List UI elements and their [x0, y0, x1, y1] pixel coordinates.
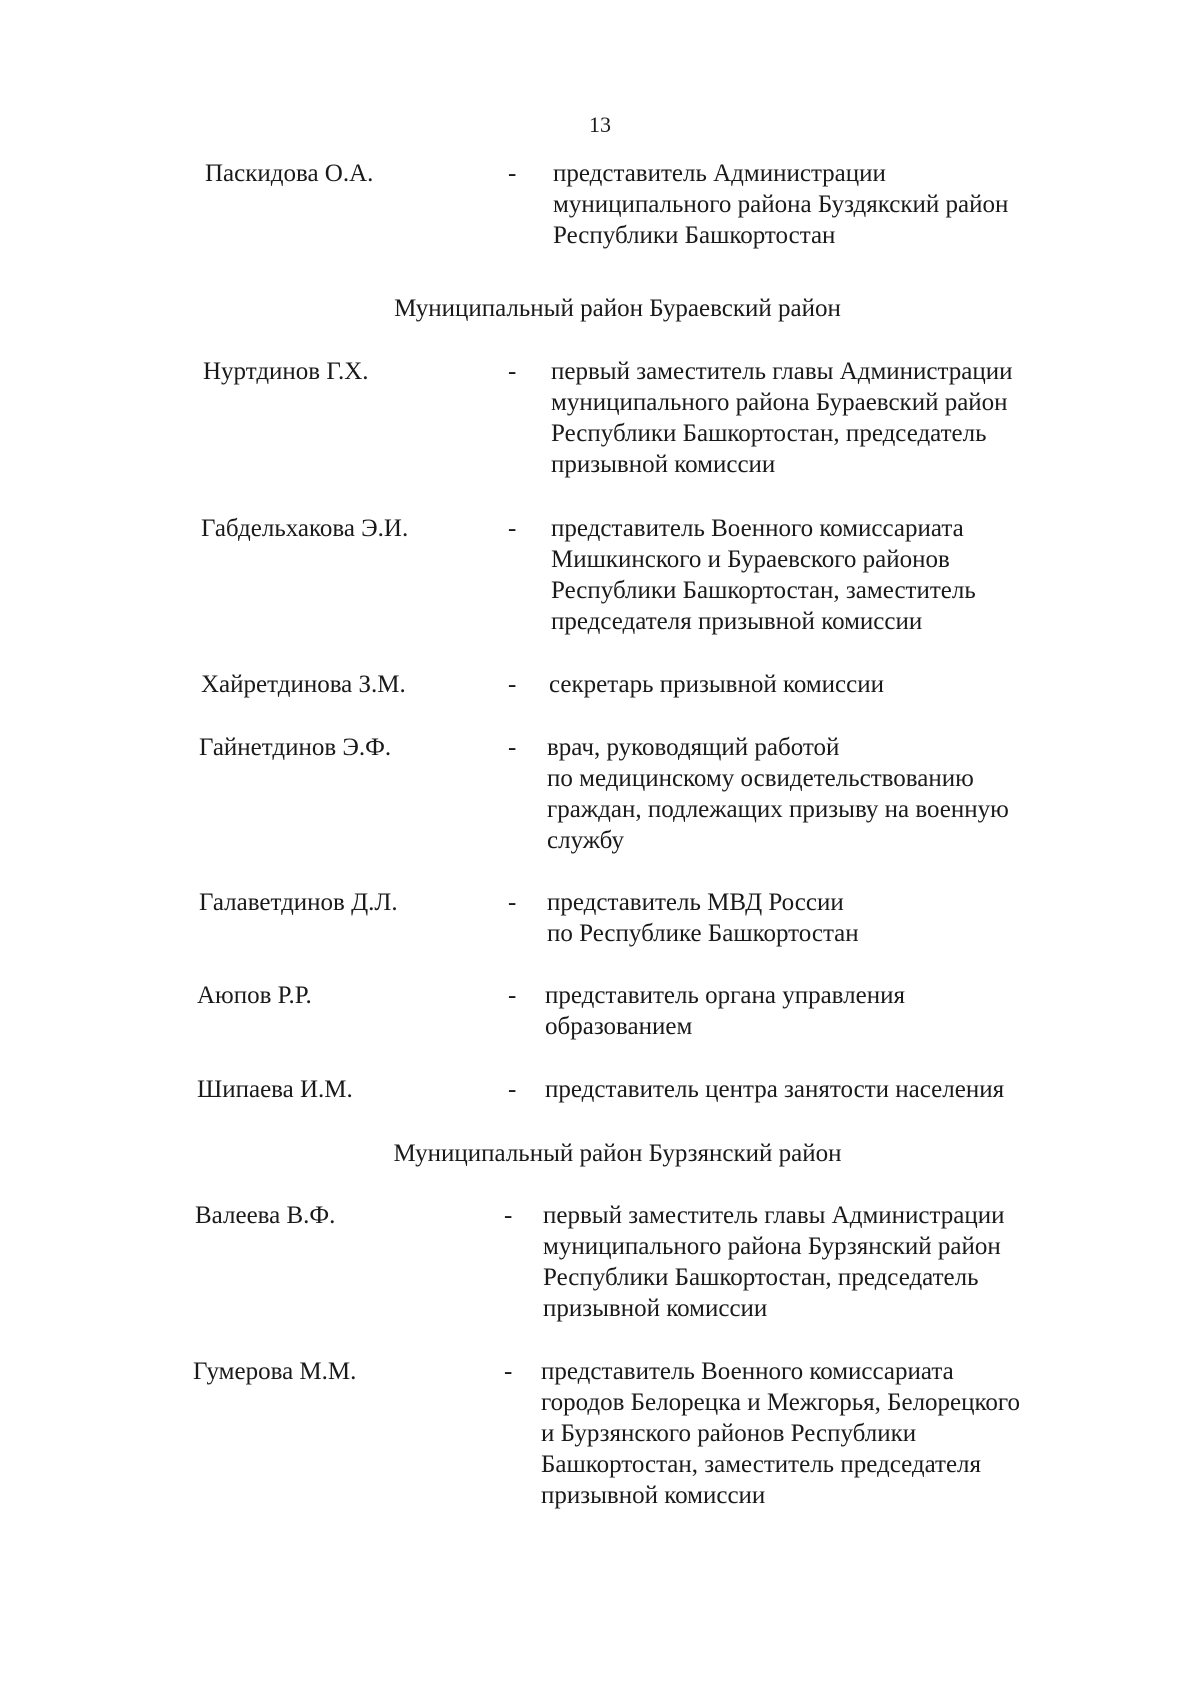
separator-dash: - [508, 982, 517, 1009]
role-line: Республики Башкортостан [553, 222, 836, 249]
role-line: представитель органа управления [545, 982, 905, 1009]
role-line: председателя призывной комиссии [551, 608, 923, 635]
member-name: Паскидова О.А. [205, 160, 374, 187]
role-line: первый заместитель главы Администрации [543, 1202, 1005, 1229]
separator-dash: - [504, 1202, 513, 1229]
member-role [545, 980, 1085, 1042]
member-name: Гумерова М.М. [193, 1358, 357, 1385]
separator-dash: - [508, 889, 517, 916]
role-line: врач, руководящий работой [547, 734, 840, 761]
member-name: Гайнетдинов Э.Ф. [199, 734, 392, 761]
separator-dash: - [508, 358, 517, 385]
role-line: службу [547, 827, 624, 854]
role-line: граждан, подлежащих призыву на военную [547, 796, 1009, 823]
separator-dash: - [508, 734, 517, 761]
section-heading: Муниципальный район Бураевский район [394, 295, 841, 322]
member-role [545, 1074, 1085, 1105]
member-role [547, 887, 1087, 949]
role-line: образованием [545, 1013, 693, 1040]
member-role [549, 669, 1089, 700]
role-line: секретарь призывной комиссии [549, 671, 885, 698]
separator-dash: - [508, 671, 517, 698]
role-line: Республики Башкортостан, заместитель [551, 577, 976, 604]
role-line: первый заместитель главы Администрации [551, 358, 1013, 385]
member-name: Хайретдинова З.М. [201, 671, 406, 698]
section-heading: Муниципальный район Бурзянский район [393, 1140, 842, 1167]
page-number: 13 [589, 112, 611, 137]
role-line: представитель МВД России [547, 889, 844, 916]
role-line: по Республике Башкортостан [547, 920, 859, 947]
member-role [547, 732, 1087, 856]
role-line: Республики Башкортостан, председатель [543, 1264, 979, 1291]
member-role [551, 356, 1091, 480]
role-line: представитель Военного комиссариата [551, 515, 964, 542]
role-line: по медицинскому освидетельствованию [547, 765, 974, 792]
role-line: муниципального района Бурзянский район [543, 1233, 1001, 1260]
member-name: Аюпов Р.Р. [197, 982, 312, 1009]
role-line: и Бурзянского районов Республики [541, 1420, 917, 1447]
role-line: муниципального района Бураевский район [551, 389, 1008, 416]
role-line: городов Белорецка и Межгорья, Белорецкого [541, 1389, 1021, 1416]
member-name: Габдельхакова Э.И. [201, 515, 409, 542]
role-line: представитель Военного комиссариата [541, 1358, 954, 1385]
role-line: призывной комиссии [551, 451, 776, 478]
role-line: муниципального района Буздякский район [553, 191, 1009, 218]
role-line: представитель центра занятости населения [545, 1076, 1005, 1103]
member-name: Валеева В.Ф. [195, 1202, 336, 1229]
member-name: Галаветдинов Д.Л. [199, 889, 398, 916]
member-role [541, 1356, 1081, 1511]
role-line: призывной комиссии [541, 1482, 766, 1509]
member-role [543, 1200, 1083, 1324]
member-role [551, 513, 1091, 637]
member-name: Нуртдинов Г.Х. [203, 358, 369, 385]
member-name: Шипаева И.М. [197, 1076, 353, 1103]
separator-dash: - [504, 1358, 513, 1385]
role-line: Республики Башкортостан, председатель [551, 420, 987, 447]
separator-dash: - [508, 515, 517, 542]
role-line: Башкортостан, заместитель председателя [541, 1451, 982, 1478]
role-line: призывной комиссии [543, 1295, 768, 1322]
separator-dash: - [508, 1076, 517, 1103]
separator-dash: - [508, 160, 517, 187]
member-role [553, 158, 1093, 251]
role-line: представитель Администрации [553, 160, 886, 187]
role-line: Мишкинского и Бураевского районов [551, 546, 950, 573]
